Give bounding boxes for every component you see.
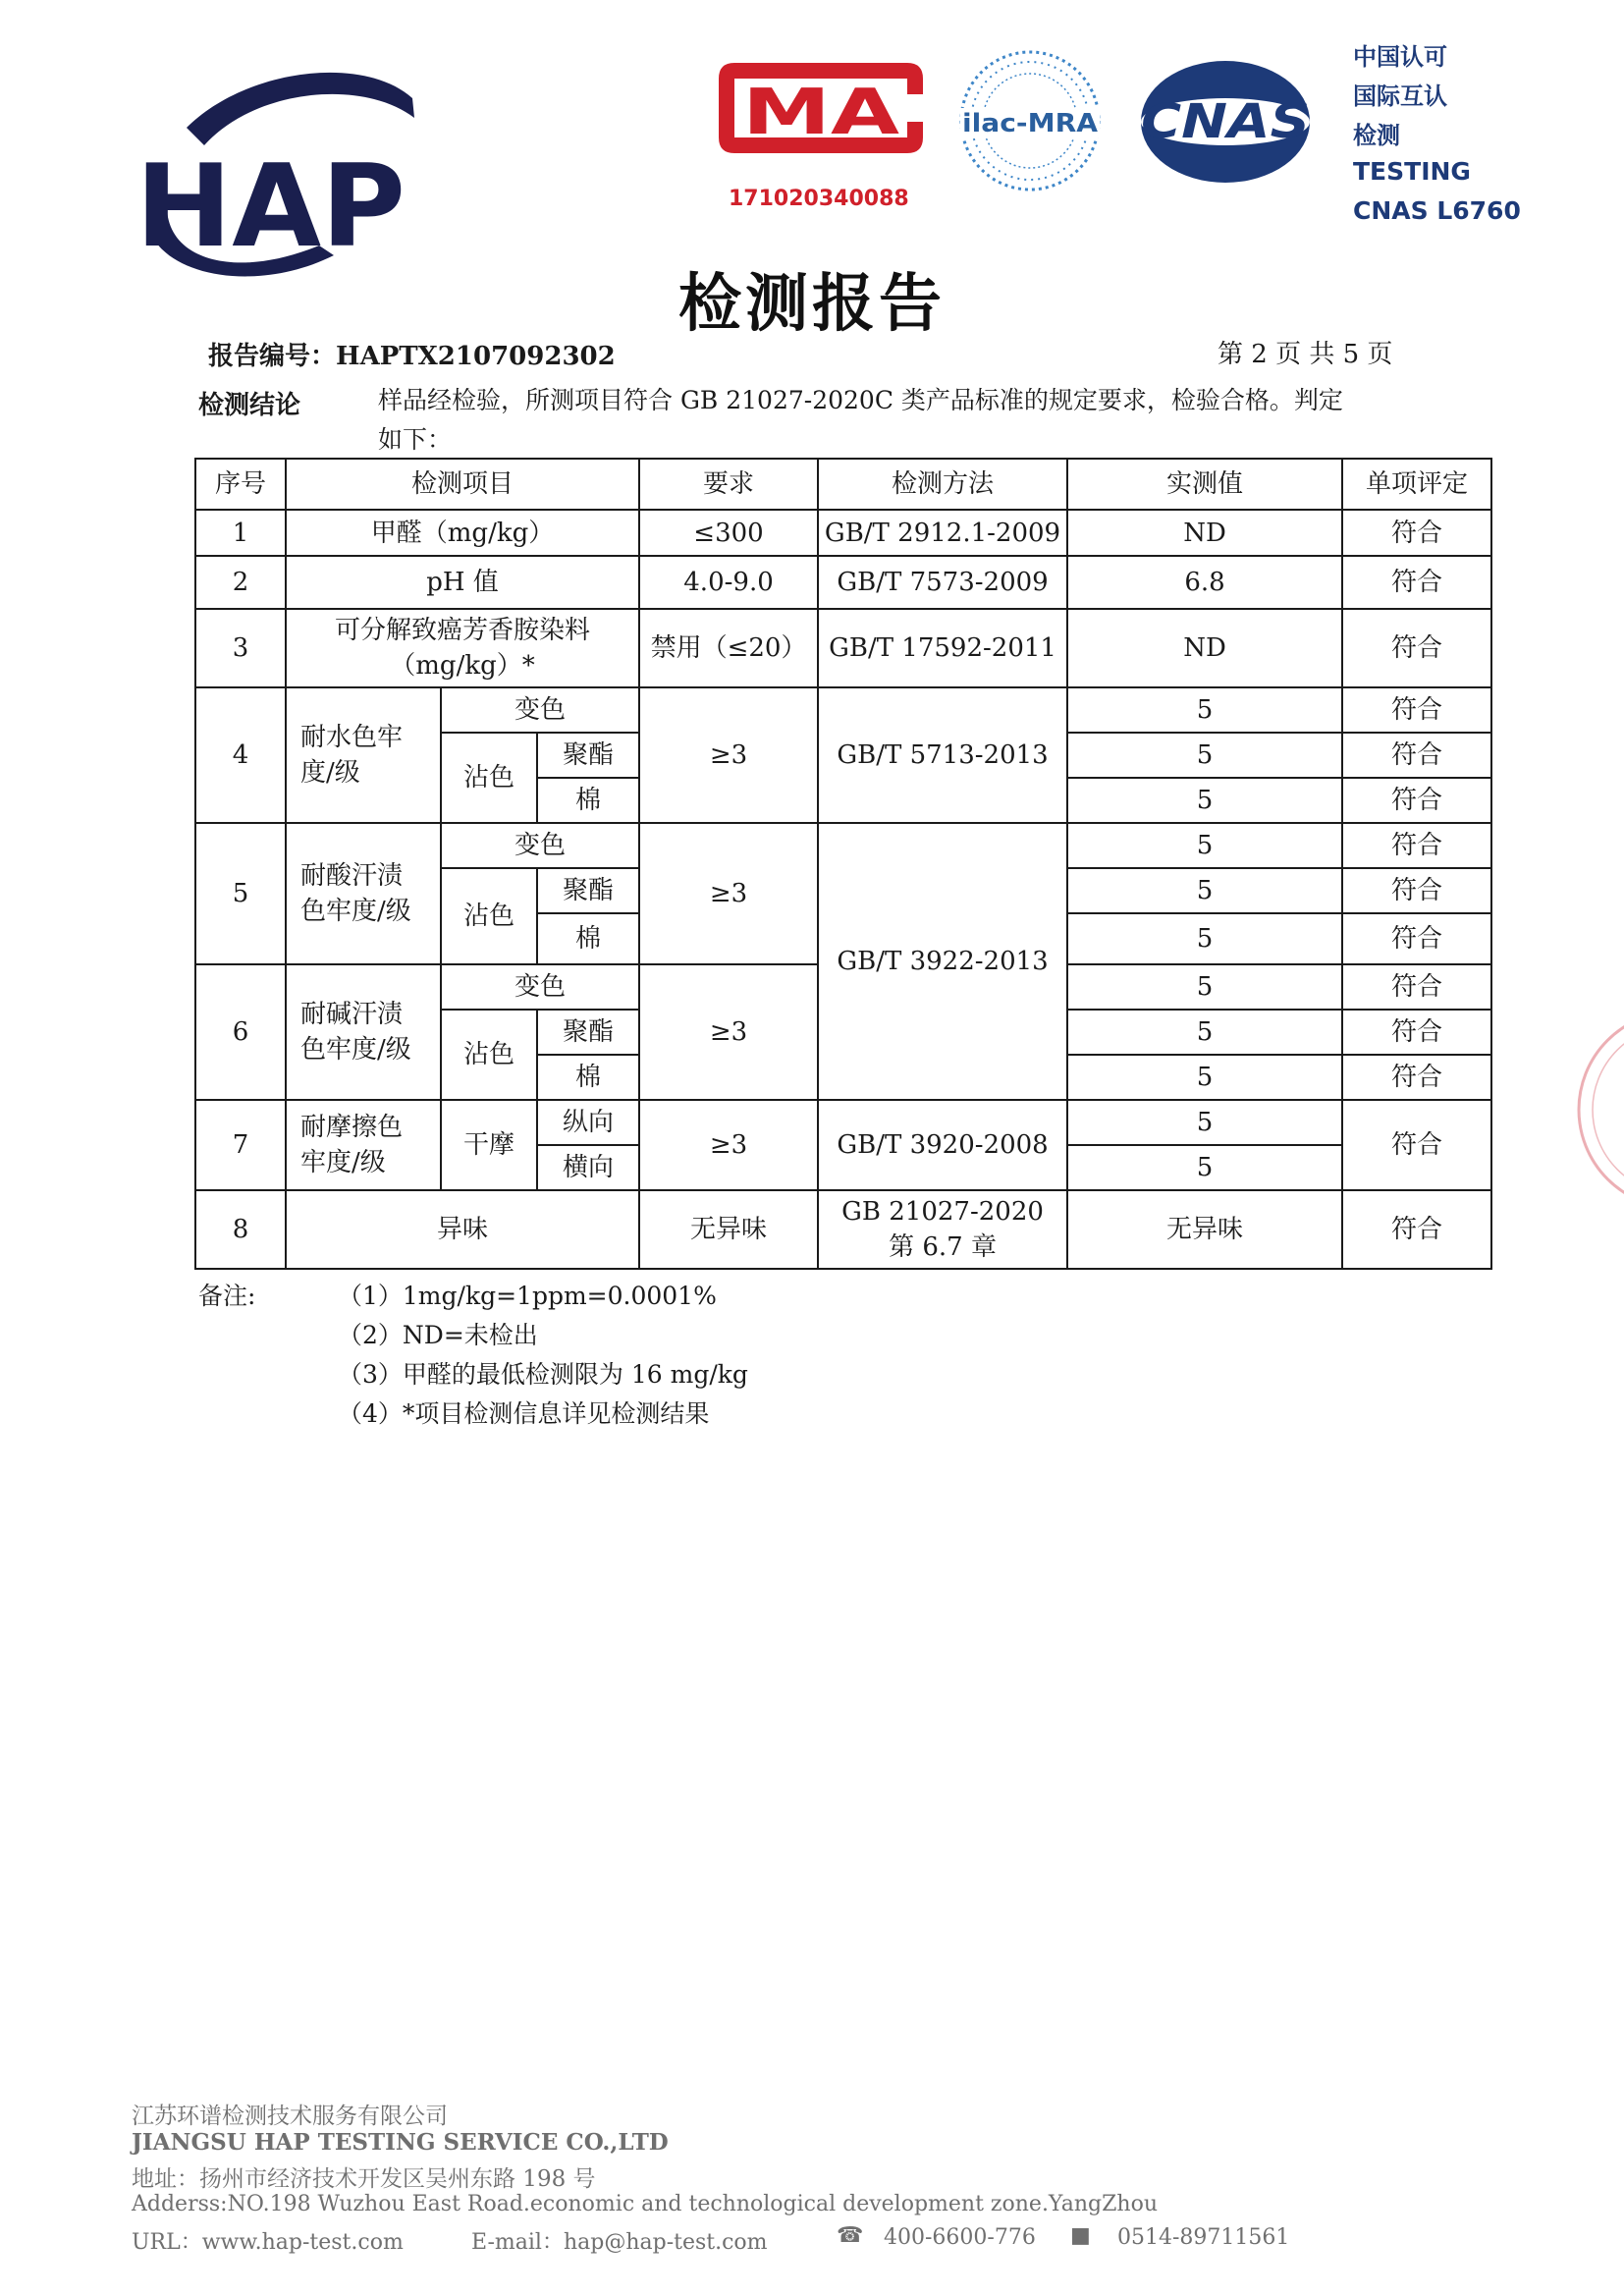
row-no: 3 <box>195 609 286 687</box>
row-value: 5 <box>1067 868 1342 913</box>
footer-address-cn: 地址：扬州市经济技术开发区吴州东路 198 号 <box>132 2166 596 2192</box>
row-no: 8 <box>195 1190 286 1269</box>
row-item-line-1: 耐碱汗渍 <box>300 1000 404 1029</box>
row-item: pH 值 <box>286 556 639 609</box>
row-item <box>286 1100 441 1190</box>
note-item: （4）*项目检测信息详见检测结果 <box>338 1399 710 1428</box>
fax-icon: ■ <box>1070 2223 1091 2248</box>
row-value: ND <box>1067 510 1342 556</box>
sub-item-polyester: 聚酯 <box>537 868 639 913</box>
cert-line-3: 检测 <box>1353 122 1400 149</box>
conclusion-line-2: 如下： <box>378 425 453 454</box>
row-item-line-2: 度/级 <box>300 758 360 788</box>
report-title: 检测报告 <box>678 267 946 341</box>
cma-logo-text: MA <box>742 77 900 149</box>
footer-fax: 0514-89711561 <box>1117 2225 1290 2250</box>
row-no: 7 <box>195 1100 286 1190</box>
row-item-line-1: 耐水色牢 <box>300 723 404 752</box>
row-item-line-2: 牢度/级 <box>300 1148 386 1177</box>
sub-item-stain: 沾色 <box>441 1010 537 1100</box>
cert-line-2: 国际互认 <box>1353 82 1447 110</box>
cma-logo <box>715 55 927 161</box>
row-value: 5 <box>1067 823 1342 868</box>
sub-item-dry: 干摩 <box>441 1100 537 1190</box>
cnas-logo <box>1137 57 1314 187</box>
row-item-line-1: 耐酸汗渍 <box>300 861 404 891</box>
table-row <box>195 687 1491 733</box>
row-value: 5 <box>1067 687 1342 733</box>
row-no: 1 <box>195 510 286 556</box>
row-value: 5 <box>1067 1010 1342 1055</box>
row-method-line-1: GB 21027-2020 <box>841 1197 1044 1227</box>
row-value: 5 <box>1067 733 1342 778</box>
row-value: 5 <box>1067 964 1342 1010</box>
row-result: 符合 <box>1342 510 1491 556</box>
table-row <box>195 609 1491 687</box>
row-requirement: 禁用（≤20） <box>639 609 818 687</box>
header-method: 检测方法 <box>818 459 1067 510</box>
row-no: 4 <box>195 687 286 823</box>
phone-icon: ☎ <box>837 2223 864 2248</box>
footer-url: URL：www.hap-test.com <box>132 2230 404 2255</box>
row-result: 符合 <box>1342 1100 1491 1190</box>
red-stamp-fragment <box>1569 1002 1624 1218</box>
sub-item-change: 变色 <box>441 964 639 1010</box>
row-requirement: ≥3 <box>639 687 818 823</box>
page-info: 第 2 页 共 5 页 <box>1218 340 1393 369</box>
cert-line-5: CNAS L6760 <box>1353 196 1521 225</box>
sub-item-polyester: 聚酯 <box>537 733 639 778</box>
row-result: 符合 <box>1342 1190 1491 1269</box>
table-header-row <box>195 459 1491 510</box>
sub-item-weft: 横向 <box>537 1145 639 1190</box>
sub-item-cotton: 棉 <box>537 778 639 823</box>
cert-line-1: 中国认可 <box>1353 43 1447 71</box>
row-value: 5 <box>1067 913 1342 964</box>
sub-item-warp: 纵向 <box>537 1100 639 1145</box>
sub-item-cotton: 棉 <box>537 913 639 964</box>
row-item <box>286 609 639 687</box>
row-result: 符合 <box>1342 868 1491 913</box>
row-result: 符合 <box>1342 1055 1491 1100</box>
cma-certificate-number: 171020340088 <box>729 187 909 211</box>
row-requirement: 4.0-9.0 <box>639 556 818 609</box>
sub-item-stain: 沾色 <box>441 733 537 823</box>
hap-logo-text: HAP <box>135 140 406 273</box>
notes-label: 备注: <box>198 1282 256 1310</box>
cnas-logo-text: CNAS <box>1141 94 1310 149</box>
sub-item-stain: 沾色 <box>441 868 537 964</box>
header-item: 检测项目 <box>286 459 639 510</box>
row-method: GB/T 7573-2009 <box>818 556 1067 609</box>
row-value: 6.8 <box>1067 556 1342 609</box>
report-number: 报告编号：HAPTX2107092302 <box>208 342 616 371</box>
footer-company-cn: 江苏环谱检测技术服务有限公司 <box>132 2104 448 2129</box>
footer-email: E-mail：hap@hap-test.com <box>471 2230 768 2255</box>
footer-phone: 400-6600-776 <box>884 2225 1036 2250</box>
table-row <box>195 556 1491 609</box>
row-method: GB/T 3922-2013 <box>818 823 1067 1100</box>
row-value: 5 <box>1067 1145 1342 1190</box>
row-method <box>818 1190 1067 1269</box>
row-result: 符合 <box>1342 733 1491 778</box>
row-method: GB/T 3920-2008 <box>818 1100 1067 1190</box>
sub-item-change: 变色 <box>441 823 639 868</box>
row-result: 符合 <box>1342 556 1491 609</box>
row-result: 符合 <box>1342 964 1491 1010</box>
row-requirement: ≥3 <box>639 964 818 1100</box>
row-requirement: 无异味 <box>639 1190 818 1269</box>
table-row <box>195 510 1491 556</box>
row-item-line-2: （mg/kg）* <box>390 651 535 681</box>
row-value: 5 <box>1067 1100 1342 1145</box>
row-method: GB/T 5713-2013 <box>818 687 1067 823</box>
row-value: 无异味 <box>1067 1190 1342 1269</box>
row-item: 甲醛（mg/kg） <box>286 510 639 556</box>
row-value: 5 <box>1067 1055 1342 1100</box>
ilac-mra-logo <box>950 47 1110 194</box>
row-requirement: ≥3 <box>639 823 818 964</box>
row-result: 符合 <box>1342 1010 1491 1055</box>
conclusion-label: 检测结论 <box>198 391 301 420</box>
table-row <box>195 1100 1491 1145</box>
row-requirement: ≥3 <box>639 1100 818 1190</box>
sub-item-polyester: 聚酯 <box>537 1010 639 1055</box>
note-item: （2）ND=未检出 <box>338 1321 538 1349</box>
sub-item-change: 变色 <box>441 687 639 733</box>
row-requirement: ≤300 <box>639 510 818 556</box>
conclusion-text <box>378 381 1488 460</box>
row-no: 2 <box>195 556 286 609</box>
row-result: 符合 <box>1342 913 1491 964</box>
ilac-logo-text: ilac-MRA <box>962 109 1098 138</box>
row-item-line-1: 耐摩擦色 <box>300 1113 404 1142</box>
row-result: 符合 <box>1342 823 1491 868</box>
header-value: 实测值 <box>1067 459 1342 510</box>
header-requirement: 要求 <box>639 459 818 510</box>
row-method: GB/T 2912.1-2009 <box>818 510 1067 556</box>
row-item <box>286 964 441 1100</box>
conclusion-line-1: 样品经检验，所测项目符合 GB 21027-2020C 类产品标准的规定要求，检验合格。判定 <box>378 386 1343 414</box>
row-method: GB/T 17592-2011 <box>818 609 1067 687</box>
note-item: （3）甲醛的最低检测限为 16 mg/kg <box>338 1360 748 1389</box>
sub-item-cotton: 棉 <box>537 1055 639 1100</box>
row-item-line-1: 可分解致癌芳香胺染料 <box>335 616 591 645</box>
row-value: 5 <box>1067 778 1342 823</box>
row-value: ND <box>1067 609 1342 687</box>
results-table <box>194 458 1492 1270</box>
row-result: 符合 <box>1342 609 1491 687</box>
cert-line-4: TESTING <box>1353 157 1471 186</box>
note-item: （1）1mg/kg=1ppm=0.0001% <box>338 1282 717 1310</box>
header-no: 序号 <box>195 459 286 510</box>
row-item <box>286 823 441 964</box>
row-item: 异味 <box>286 1190 639 1269</box>
row-result: 符合 <box>1342 687 1491 733</box>
table-row <box>195 1190 1491 1269</box>
row-item-line-2: 色牢度/级 <box>300 1035 411 1065</box>
row-no: 6 <box>195 964 286 1100</box>
row-item-line-2: 色牢度/级 <box>300 897 411 926</box>
footer-address-en: Adderss:NO.198 Wuzhou East Road.economic and technological development zone.YangZhou <box>132 2192 1158 2216</box>
row-item <box>286 687 441 823</box>
row-result: 符合 <box>1342 778 1491 823</box>
table-row <box>195 823 1491 868</box>
header-result: 单项评定 <box>1342 459 1491 510</box>
row-no: 5 <box>195 823 286 964</box>
footer-company-en: JIANGSU HAP TESTING SERVICE CO.,LTD <box>132 2129 669 2156</box>
row-method-line-2: 第 6.7 章 <box>889 1232 997 1262</box>
